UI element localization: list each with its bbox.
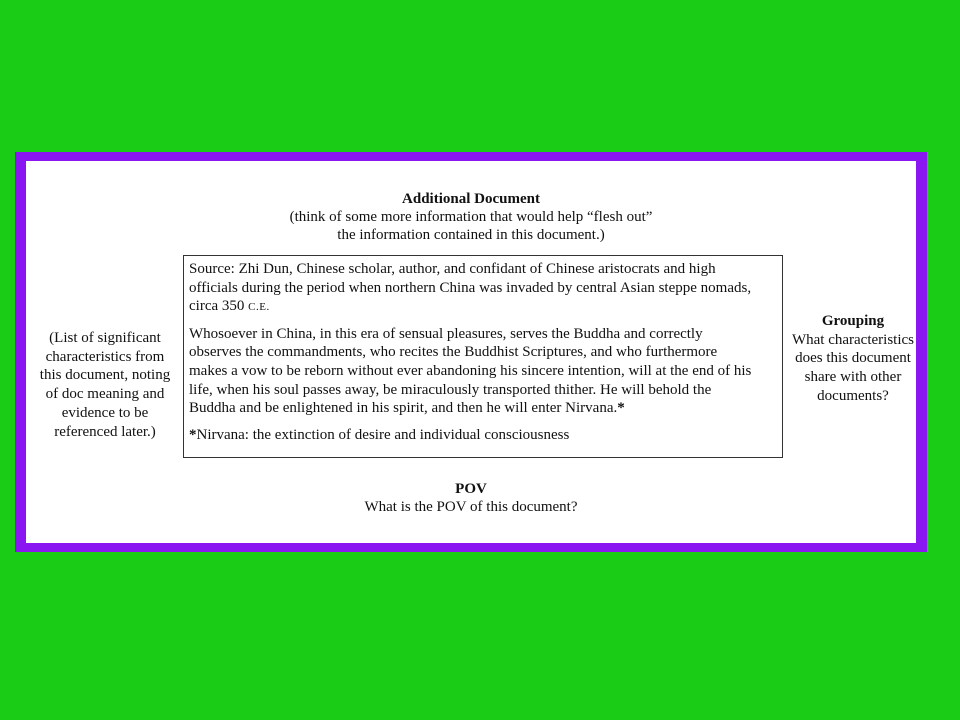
quote-line: Whosoever in China, in this era of sensual pleasures, serves the Buddha and correctly (189, 325, 703, 342)
note-line: evidence to be (61, 404, 149, 421)
grouping-line: does this document (795, 350, 911, 367)
characteristics-note (30, 329, 180, 441)
quote-line: Buddha and be enlightened in his spirit, and then he will enter Nirvana. (189, 400, 618, 417)
purple-frame (15, 152, 927, 552)
grouping-section (788, 312, 918, 406)
footnote-text: Nirvana: the extinction of desire and individual consciousness (196, 426, 570, 443)
quote-line: makes a vow to be reborn without ever abandoning his sincere intention, will at the end of his (189, 362, 752, 379)
note-line: of doc meaning and (45, 386, 165, 403)
source-circa: circa 350 (189, 298, 245, 315)
source-quote (189, 325, 777, 418)
note-line: (List of significant (49, 330, 161, 346)
additional-document-title: Additional Document (402, 191, 540, 207)
grouping-line: What characteristics (791, 331, 914, 348)
grouping-line: documents? (817, 387, 889, 404)
note-line: this document, noting (39, 367, 171, 384)
pov-title: POV (455, 481, 487, 497)
grouping-line: share with other (804, 369, 902, 386)
footnote-marker: * (617, 400, 625, 417)
document-panel (26, 161, 916, 543)
footnote-marker: * (189, 426, 197, 443)
note-line: characteristics from (45, 348, 165, 365)
additional-document-section (26, 190, 916, 244)
additional-document-line: the information contained in this document.) (337, 227, 605, 243)
grouping-title: Grouping (821, 313, 885, 329)
source-document-box (183, 255, 783, 458)
source-citation (189, 260, 777, 317)
source-line: officials during the period when northern China was invaded by central Asian steppe nomads, (189, 279, 752, 296)
quote-line: observes the commandments, who recites the Buddhist Scriptures, and who furthermore (189, 344, 718, 361)
footnote (189, 426, 777, 445)
quote-line: life, when his soul passes away, be miraculously transported thither. He will behold the (189, 381, 712, 398)
source-line: Source: Zhi Dun, Chinese scholar, author, and confidant of Chinese aristocrats and high (189, 261, 716, 277)
pov-question: What is the POV of this document? (364, 499, 578, 515)
pov-section (26, 480, 916, 516)
note-line: referenced later.) (54, 423, 156, 440)
source-era: C.E. (248, 301, 270, 314)
additional-document-line: (think of some more information that would help “flesh out” (289, 209, 653, 225)
